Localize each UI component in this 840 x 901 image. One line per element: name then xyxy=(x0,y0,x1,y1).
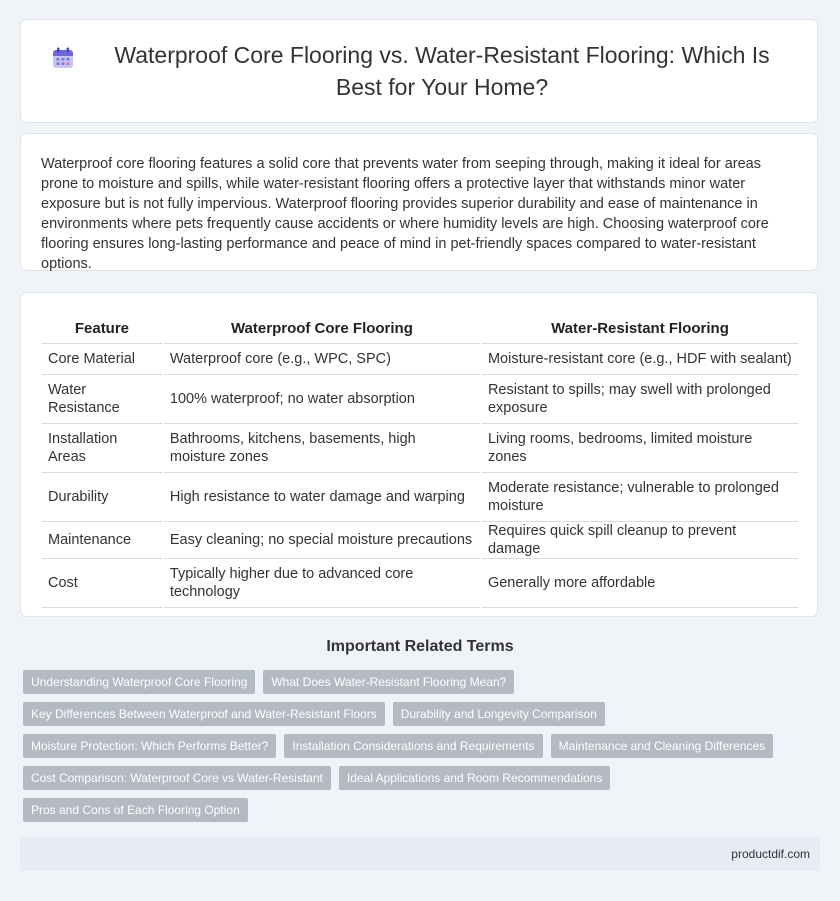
water-resistant-cell: Moisture-resistant core (e.g., HDF with sealant) xyxy=(481,344,798,375)
waterproof-cell: Bathrooms, kitchens, basements, high moisture zones xyxy=(163,424,481,473)
related-terms-title: Important Related Terms xyxy=(326,638,514,655)
header-feature: Feature xyxy=(42,313,163,344)
calendar-icon xyxy=(51,46,75,70)
table-row xyxy=(42,424,798,473)
feature-cell: Installation Areas xyxy=(42,424,163,473)
related-term-tag[interactable]: Durability and Longevity Comparison xyxy=(393,702,605,726)
waterproof-cell: Easy cleaning; no special moisture precautions xyxy=(163,522,481,559)
table-row xyxy=(42,344,798,375)
related-term-tag[interactable]: Installation Considerations and Requirements xyxy=(284,734,542,758)
water-resistant-cell: Living rooms, bedrooms, limited moisture zones xyxy=(481,424,798,473)
water-resistant-cell: Generally more affordable xyxy=(481,559,798,608)
feature-cell: Durability xyxy=(42,473,163,522)
table-row xyxy=(42,375,798,424)
waterproof-cell: Typically higher due to advanced core technology xyxy=(163,559,481,608)
related-term-tag[interactable]: Understanding Waterproof Core Flooring xyxy=(23,670,255,694)
related-term-tag[interactable]: Moisture Protection: Which Performs Better? xyxy=(23,734,276,758)
intro-paragraph: Waterproof core flooring features a solid core that prevents water from seeping through, making it ideal for areas prone to moisture and spills, while water-resistant flooring offers a protective layer that withstands minor water exposure but is not fully impervious. Waterproof flooring provides superior durability and ease of maintenance in environments where pets frequently cause accidents or where humidity levels are high. Choosing waterproof core flooring ensures long-lasting performance and peace of mind in pet-friendly spaces compared to water-resistant options. xyxy=(41,156,769,272)
water-resistant-cell: Requires quick spill cleanup to prevent damage xyxy=(481,522,798,559)
related-term-tag[interactable]: What Does Water-Resistant Flooring Mean? xyxy=(263,670,514,694)
footer xyxy=(20,837,820,871)
table-row xyxy=(42,522,798,559)
table-header-row xyxy=(42,313,798,344)
comparison-table xyxy=(42,313,798,608)
comparison-card xyxy=(20,292,818,617)
feature-cell: Water Resistance xyxy=(42,375,163,424)
water-resistant-cell: Moderate resistance; vulnerable to prolonged moisture xyxy=(481,473,798,522)
related-term-tag[interactable]: Ideal Applications and Room Recommendations xyxy=(339,766,610,790)
related-term-tag[interactable]: Cost Comparison: Waterproof Core vs Water-Resistant xyxy=(23,766,331,790)
footer-site[interactable]: productdif.com xyxy=(731,847,810,861)
page-title: Waterproof Core Flooring vs. Water-Resistant Flooring: Which Is Best for Your Home? xyxy=(114,42,770,100)
related-term-tag[interactable]: Maintenance and Cleaning Differences xyxy=(551,734,774,758)
waterproof-cell: Waterproof core (e.g., WPC, SPC) xyxy=(163,344,481,375)
table-row xyxy=(42,559,798,608)
header-waterproof: Waterproof Core Flooring xyxy=(163,313,481,344)
water-resistant-cell: Resistant to spills; may swell with prolonged exposure xyxy=(481,375,798,424)
waterproof-cell: 100% waterproof; no water absorption xyxy=(163,375,481,424)
table-row xyxy=(42,473,798,522)
related-term-tag[interactable]: Pros and Cons of Each Flooring Option xyxy=(23,798,248,822)
related-term-tag[interactable]: Key Differences Between Waterproof and Water-Resistant Floors xyxy=(23,702,385,726)
header-water-resistant: Water-Resistant Flooring xyxy=(481,313,798,344)
feature-cell: Cost xyxy=(42,559,163,608)
intro-card xyxy=(20,133,818,271)
waterproof-cell: High resistance to water damage and warping xyxy=(163,473,481,522)
related-terms-list xyxy=(23,670,803,830)
feature-cell: Maintenance xyxy=(42,522,163,559)
feature-cell: Core Material xyxy=(42,344,163,375)
header-card xyxy=(20,19,818,123)
